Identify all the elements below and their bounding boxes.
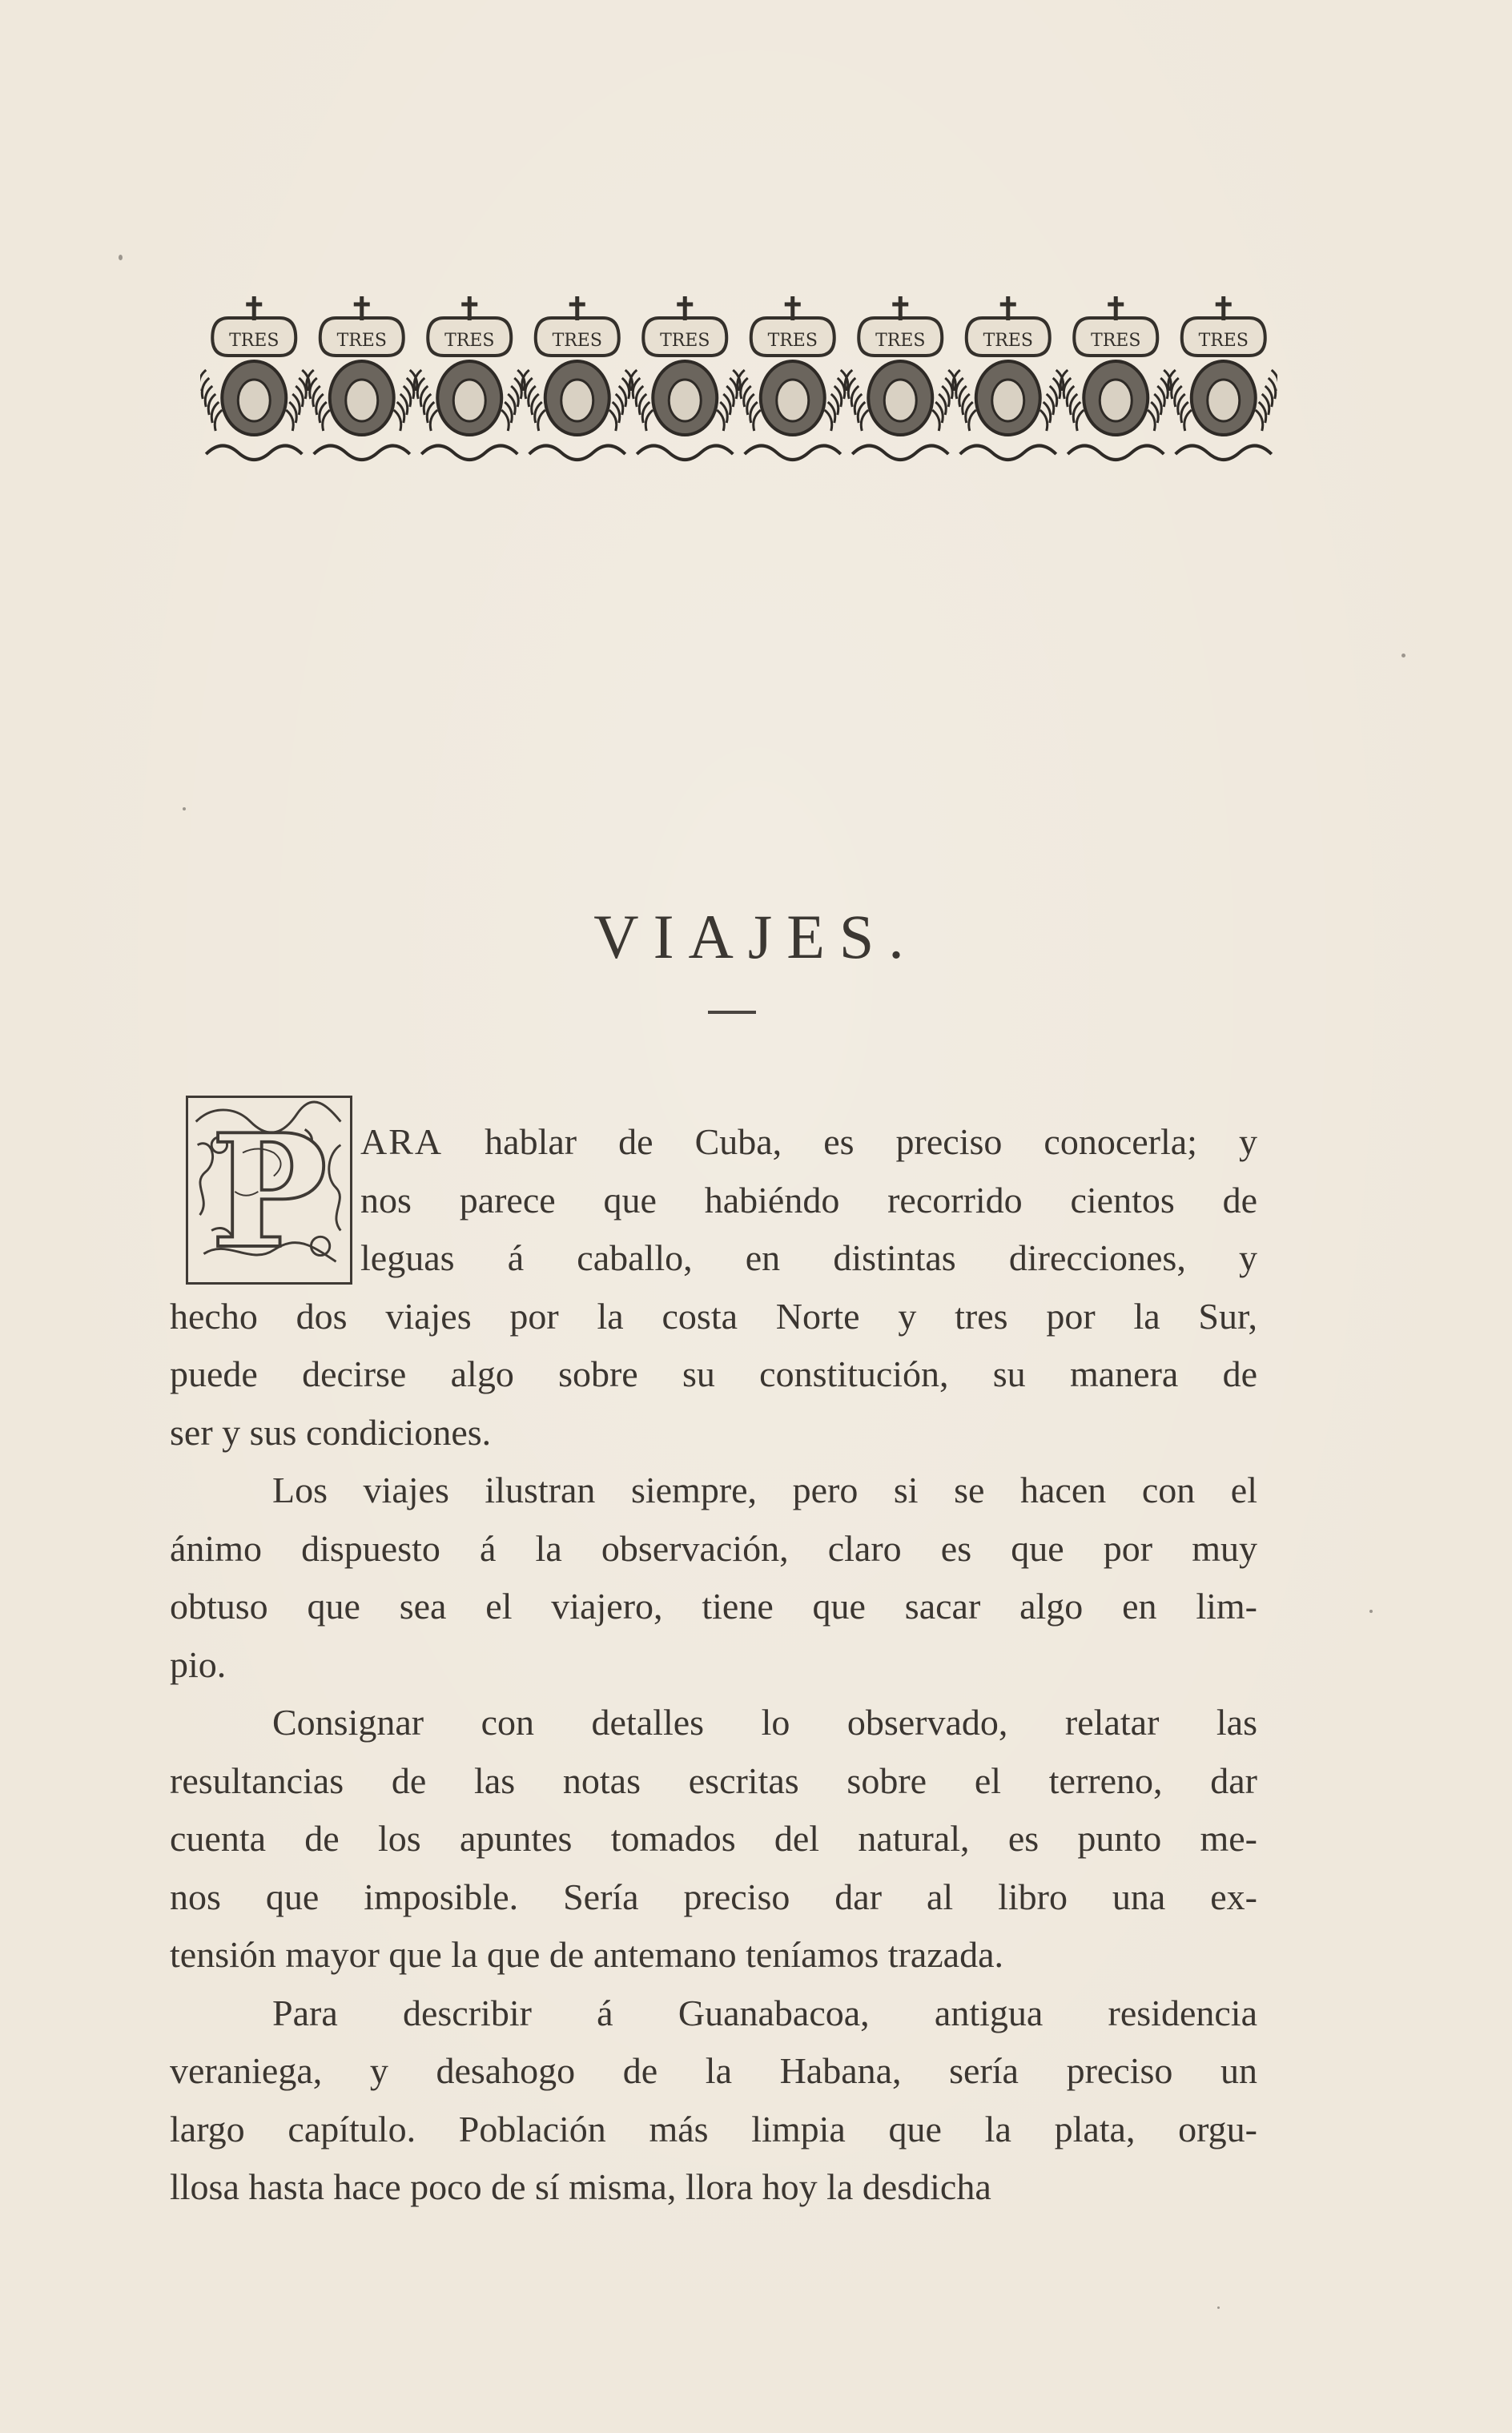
text-line-content: leguas á caballo, en distintas direcciones, y	[360, 1237, 1257, 1278]
ornament-tile	[738, 296, 848, 460]
ornament-label: TRES	[1091, 331, 1141, 351]
text-line-content: llosa hasta hace poco de sí misma, llora hoy la desdicha	[170, 2166, 991, 2207]
text-line-content: resultancias de las notas escritas sobre el terreno, dar	[170, 1759, 1257, 1801]
ornament-tile	[1060, 296, 1171, 460]
text-line	[170, 1636, 1257, 1695]
ornament-tile-row-icon	[200, 290, 1277, 466]
text-line	[170, 1113, 1257, 1172]
ornament-tile	[629, 296, 740, 460]
ornament-label: TRES	[983, 331, 1033, 351]
ornament-tile	[1168, 296, 1277, 460]
text-line	[170, 1404, 1257, 1462]
text-line	[170, 1229, 1257, 1288]
text-line-content: tensión mayor que la que de antemano teníamos trazada.	[170, 1934, 1003, 1975]
text-line-content: veraniega, y desahogo de la Habana, sería preciso un	[170, 2050, 1257, 2091]
ornament-tile	[953, 296, 1064, 460]
ornament-tile	[522, 296, 633, 460]
dropcap-continuation: ARA	[360, 1121, 444, 1162]
title-rule-divider	[708, 1011, 756, 1014]
text-line	[170, 1810, 1257, 1868]
text-line-content: Los viajes ilustran siempre, pero si se hacen con el	[272, 1470, 1257, 1510]
text-line	[170, 1694, 1257, 1752]
text-line-content: pio.	[170, 1643, 227, 1685]
chapter-title: VIAJES.	[593, 902, 919, 971]
text-line	[170, 1462, 1257, 1520]
ornament-label: TRES	[444, 331, 495, 351]
ornamental-header-band	[200, 290, 1277, 466]
text-line-content: cuenta de los apuntes tomados del natural, es punto me-	[170, 1818, 1257, 1859]
ornament-label: TRES	[336, 331, 387, 351]
paper-speck	[1401, 653, 1405, 658]
text-line	[170, 1926, 1257, 1985]
text-line	[170, 1578, 1257, 1636]
body-text	[170, 1113, 1257, 2217]
text-line-content: nos que imposible. Sería preciso dar al libro una ex-	[170, 1876, 1257, 1917]
text-line	[170, 1288, 1257, 1346]
text-line	[170, 1868, 1257, 1927]
text-line-content: hecho dos viajes por la costa Norte y tres por la Sur,	[170, 1295, 1257, 1337]
text-line	[170, 1752, 1257, 1811]
text-line	[170, 1520, 1257, 1578]
ornament-label: TRES	[767, 331, 818, 351]
text-line-content: ánimo dispuesto á la observación, claro es que por muy	[170, 1527, 1257, 1569]
text-line	[170, 1985, 1257, 2043]
text-line	[170, 2101, 1257, 2159]
paper-speck	[119, 255, 123, 260]
text-line-content: Para describir á Guanabacoa, antigua residencia	[272, 1992, 1257, 2033]
text-line-content: obtuso que sea el viajero, tiene que sacar algo en lim-	[170, 1586, 1257, 1627]
paper-speck	[1369, 1610, 1373, 1613]
text-line	[170, 2158, 1257, 2217]
ornament-label: TRES	[229, 331, 279, 351]
text-line-content: hablar de Cuba, es preciso conocerla; y	[443, 1121, 1257, 1162]
text-line	[170, 2042, 1257, 2101]
text-line	[170, 1345, 1257, 1404]
paper-speck	[183, 807, 186, 810]
text-line-content: puede decirse algo sobre su constitución, su manera de	[170, 1353, 1257, 1394]
ornament-tile	[414, 296, 525, 460]
ornament-label: TRES	[1198, 331, 1249, 351]
ornament-label: TRES	[552, 331, 602, 351]
text-line-content: largo capítulo. Población más limpia que la plata, orgu-	[170, 2108, 1257, 2149]
ornament-tile	[307, 296, 417, 460]
text-line-content: Consignar con detalles lo observado, relatar las	[272, 1702, 1257, 1743]
text-line	[170, 1172, 1257, 1230]
paper-speck	[1217, 2306, 1220, 2309]
dropcap-letter: P	[210, 1100, 328, 1282]
text-line-content: ser y sus condiciones.	[170, 1411, 492, 1453]
text-line-content: nos parece que habiéndo recorrido cientos de	[360, 1179, 1257, 1221]
ornament-tile	[200, 296, 309, 460]
ornament-label: TRES	[660, 331, 710, 351]
ornament-tile	[845, 296, 955, 460]
ornament-label: TRES	[875, 331, 926, 351]
